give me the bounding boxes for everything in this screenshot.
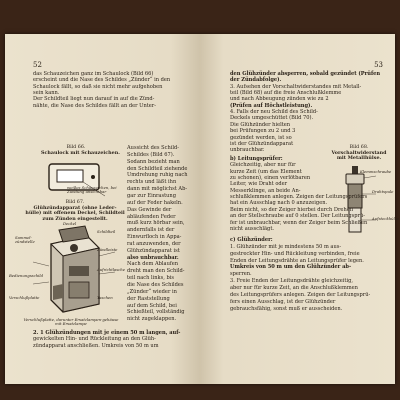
text-line: die Nase des Schildes	[127, 282, 184, 288]
text-line: 3. Aufsehen der Vorschaltwiderstandes mit Metall-	[230, 83, 362, 90]
text-line: b) Leitungsprüfer:	[230, 156, 283, 162]
text-line: fers einen Ausschlag, ist der Glühzünder	[230, 298, 336, 305]
figure-67-title-2: hülle) mit offenem Deckel, Schildteil	[25, 210, 125, 217]
text-line: Die Glühzünder hielten	[230, 121, 291, 128]
label-aufsteckhuelse: Aufsteckhülse	[372, 216, 400, 221]
figure-66-title: Schaulock mit Schauzeichen.	[41, 149, 120, 156]
text-line: unbrauchbar.	[230, 147, 265, 154]
label-deckel: Deckel	[63, 221, 77, 226]
label-drahtspule: Drahtspule	[372, 189, 394, 194]
label-taschen: Taschen	[97, 295, 113, 300]
text-line: Umkreis von 50 m um den Glühzünder ab-	[230, 264, 352, 271]
figure-66-number: Bild 66.	[66, 145, 86, 150]
text-line: den Glühzünder absperren, sobald gezündet (Prüfen	[230, 71, 381, 77]
text-line: nicht zugeklappen.	[127, 316, 177, 323]
figure-68-title-1: Vorschaltwiderstand	[331, 149, 387, 156]
text-line: gezündet werden, ist so	[230, 134, 292, 141]
text-line: Beim nicht, so der Zeiger hierbei durch Drehen	[230, 206, 354, 213]
text-line: Einwurfloch in Appa-	[127, 234, 182, 241]
text-line: teil nach links, bis	[127, 275, 174, 282]
text-line: Aussicht des Schild-	[127, 145, 179, 151]
figure-68-title-2: mit Metallhülse.	[336, 155, 382, 162]
page-number-right: 53	[374, 61, 383, 69]
text-line: c) Glühzünder:	[230, 237, 273, 243]
text-line: Schaulock fällt, so daß sie nicht mehr aufgehoben	[33, 83, 163, 90]
figure-67-footer: Verschlußplatte, darunter Ersatzlampen-gehäuse mit Ersatzlampe	[23, 317, 119, 327]
figure-67-caption	[25, 200, 125, 222]
text-line: bei Prüfungen zu 2 und 3	[230, 128, 296, 135]
text-line: nähte, die Nase des Schildes fällt an der Unter-	[33, 102, 156, 109]
left-page	[5, 34, 200, 384]
text-line: andernfalls ist der	[127, 227, 175, 234]
text-line: also unbrauchbar.	[127, 254, 179, 261]
label-bedienungsschild: Bedienungsschild	[9, 273, 44, 278]
page-number-left: 52	[33, 61, 42, 69]
text-line: das Schauzeichen ganz im Schaulock (Bild 66)	[33, 71, 154, 77]
text-line: Der Schildteil liegt nun darauf in auf die Zünd-	[33, 96, 155, 103]
figure-67-title-1: Glühzündapparat (ohne Leder-	[33, 204, 117, 211]
text-line: gestreckter Hin- und Rückleitung verbinden, freie	[230, 250, 360, 257]
text-line: erscheint und die Nase des Schildes „Zünder“ in den	[33, 77, 171, 84]
figure-67-number: Bild 67.	[65, 200, 85, 205]
text-line: hat ein Ausschlag nach 0 anzuzeigen.	[230, 200, 328, 207]
text-line: rechts und läßt ihn	[127, 179, 177, 186]
text-line: Glühzündapparat ist	[127, 247, 180, 254]
text-line: 2. 1 Glühzündungen mit je einem 50 m langen, auf-	[33, 330, 181, 336]
text-line: Umdrehung ruhig nach	[127, 172, 188, 179]
text-line: an der Stellschraube auf 0 stellen. Der Leitungsprü-	[230, 213, 365, 220]
text-line: Schießteil, vollständig	[127, 309, 185, 316]
text-line: (Prüfen auf Höchstleistung).	[230, 102, 313, 109]
text-line: und nach Abbeugung zünden wie zu 2	[230, 96, 329, 103]
text-line: auf dem Schild, bei	[127, 302, 177, 309]
text-line: gebrauchsfähig, sonst muß er ausscheiden.	[230, 305, 343, 312]
text-line: rat anzuwenden, der	[127, 240, 181, 247]
text-line: Messerklinge, an beide An-	[230, 187, 301, 194]
text-line: dreht man den Schild-	[127, 268, 185, 275]
text-line: 1. Glühzünder mit je mindestens 50 m aus-	[230, 243, 342, 250]
text-line: 3. Freie Enden der Leitungsdrähte gleichzeitig,	[230, 278, 353, 285]
text-line: kurze Zeit (um das Element	[230, 168, 302, 175]
text-line: abläufenden Feder	[127, 213, 176, 220]
text-line: gar zur Einrastung	[127, 192, 176, 199]
text-line: 4. Falls der neu Schild des Schild-	[230, 109, 318, 116]
text-line: des Leitungsprüfers anlegen. Zeigen der Leitungsprü-	[230, 291, 371, 298]
text-line: gewickelten Hin- und Rückleitung an den Glüh-	[33, 336, 156, 343]
text-line: teil (Bild 68) auf die freie Anschlußklemme	[230, 90, 342, 97]
text-line: Das Gewinde der	[127, 206, 172, 213]
text-line: ist der Glühzündapparat	[230, 140, 294, 147]
text-line: Sodann bezieht man	[127, 158, 180, 165]
text-line: muß kurz hörbar sein,	[127, 220, 185, 227]
text-line: „Zünder“ wieder in	[127, 288, 177, 295]
label-aufrichtlasche: Aufrichtlasche	[97, 267, 125, 272]
text-line: der Zündabfolge).	[230, 77, 282, 84]
text-line: der Raststellung	[127, 295, 170, 302]
text-line: den Schildteil ziehende	[127, 165, 188, 172]
text-line: Enden der Leitungsdrähte an Leitungsprüfer legen.	[230, 257, 364, 264]
text-line: sein kann.	[33, 90, 60, 97]
figure-66-caption	[41, 145, 120, 156]
figure-67-title-3: zum Zünden eingestellt.	[42, 215, 108, 222]
text-line: dann mit möglichst Ab-	[127, 186, 188, 193]
schaulock-illustration	[43, 158, 113, 202]
text-line: Gleichzeitig, aber nur für	[230, 162, 296, 169]
figure-66-label: weißes Schauzeichen, bei Zündung unsichtbar	[67, 185, 117, 195]
text-line: nicht ausschlägt.	[230, 225, 274, 232]
label-klemmschraube: Klemmschraube	[360, 169, 392, 174]
text-line: zündapparat anschließen. Umkreis von 50 m um	[33, 342, 159, 349]
open-book	[5, 34, 400, 384]
figure-68-caption	[328, 145, 390, 162]
label-verschlussplatte: Verschlußplatte	[9, 295, 40, 300]
label-sammel: Sammel-	[15, 235, 32, 240]
text-line: fer ist unbrauchbar, wenn der Zeiger beim Schließen	[230, 219, 368, 226]
right-page	[200, 34, 400, 384]
figure-68-number: Bild 68.	[349, 145, 369, 150]
label-schildteil: Schildteil	[97, 229, 116, 234]
text-line: Schildes (Bild 67).	[127, 151, 175, 158]
text-line: schlußklemmen anlegen. Zeigen der Leitungsprüfers	[230, 194, 368, 201]
text-line: Deckels umgeschüttet (Bild 70).	[230, 115, 314, 122]
label-zuendleiste: Zündleiste	[97, 247, 118, 252]
text-line: Leiter, wie Draht oder	[230, 181, 288, 188]
text-line: auf der Feder hakeln.	[127, 199, 183, 206]
label-zuendstelle: zündstelle	[15, 239, 35, 244]
text-line: Nach dem Ablaufen	[127, 261, 179, 268]
text-line: zu schonen), einen verlötbaren	[230, 175, 311, 182]
text-line: aber nur für kurze Zeit, an die Anschlußklemmen	[230, 284, 358, 291]
text-line: sperren.	[230, 271, 252, 278]
